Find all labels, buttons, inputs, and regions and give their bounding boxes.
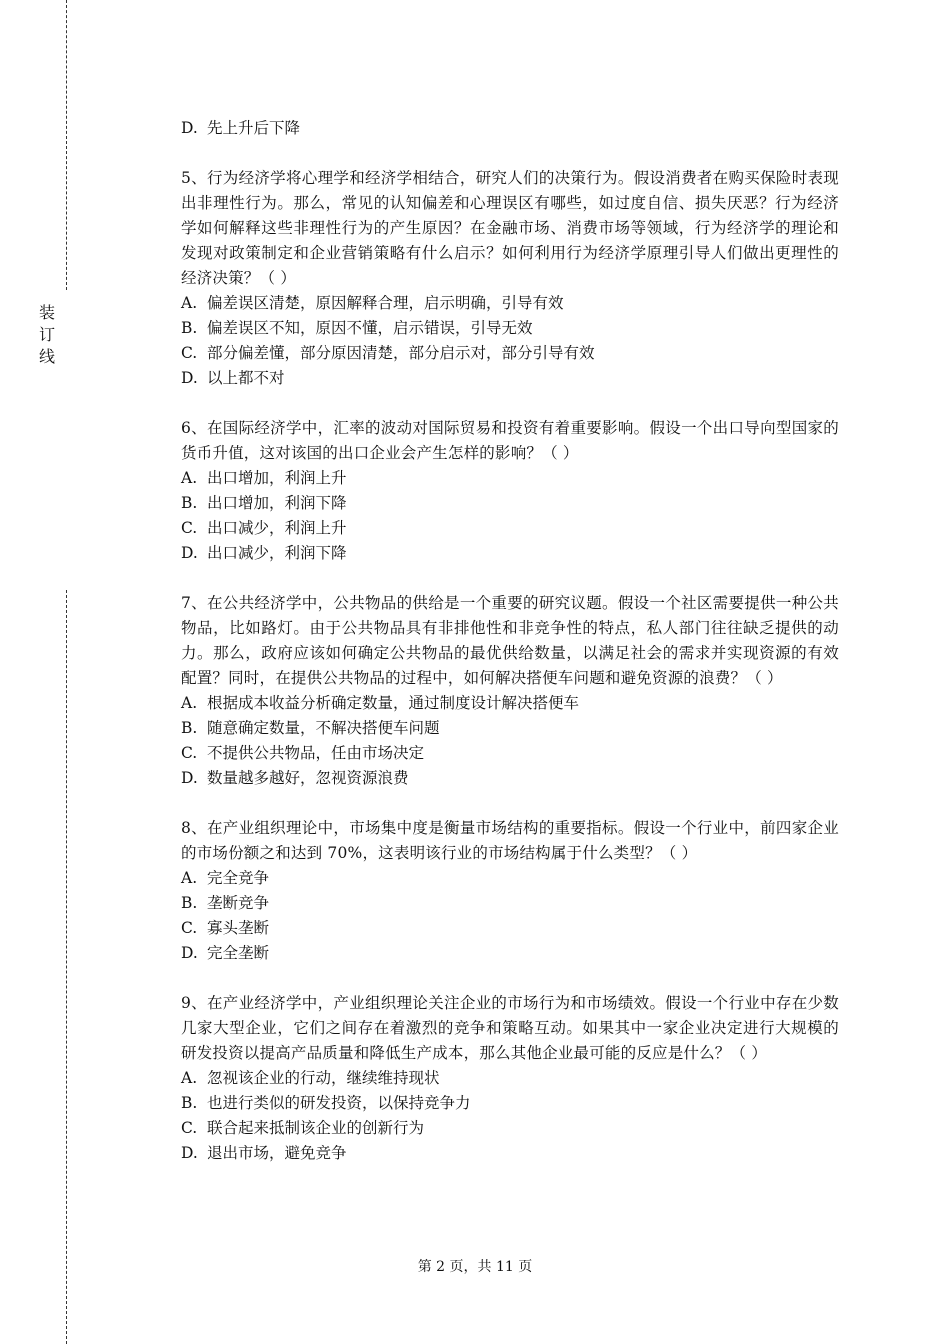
option-c — [181, 916, 839, 941]
question-stem: 6、在国际经济学中，汇率的波动对国际贸易和投资有着重要影响。假设一个出口导向型国家的货币升值，这对该国的出口企业会产生怎样的影响？（ ） — [181, 419, 839, 462]
option-d — [181, 766, 839, 791]
option-c — [181, 341, 839, 366]
option-label: D. — [181, 1144, 198, 1162]
option-c — [181, 1116, 839, 1141]
page-number: 第 2 页，共 11 页 — [417, 1259, 533, 1275]
option-label: A. — [181, 469, 198, 487]
option-text: 出口增加，利润下降 — [207, 494, 347, 512]
option-label: B. — [181, 319, 198, 337]
option-text: 不提供公共物品，任由市场决定 — [207, 744, 425, 762]
question-stem: 9、在产业经济学中，产业组织理论关注企业的市场行为和市场绩效。假设一个行业中存在少数几家大型企业，它们之间存在着激烈的竞争和策略互动。如果其中一家企业决定进行大规模的研发投资以提高产品质量和降低生产成本，那么其他企业最可能的反应是什么？（ ） — [181, 994, 839, 1062]
option-label: A. — [181, 694, 198, 712]
binding-label — [37, 302, 57, 368]
option-label: A. — [181, 294, 198, 312]
option-label: D. — [181, 369, 198, 387]
option-a — [181, 291, 839, 316]
option-text: 垄断竞争 — [207, 894, 270, 912]
option-b — [181, 1091, 839, 1116]
question-5 — [181, 166, 839, 391]
option-d — [181, 941, 839, 966]
option-d — [181, 1141, 839, 1166]
option-label: C. — [181, 919, 198, 937]
option-b — [181, 491, 839, 516]
question-stem: 5、行为经济学将心理学和经济学相结合，研究人们的决策行为。假设消费者在购买保险时表现出非理性行为。那么，常见的认知偏差和心理误区有哪些，如过度自信、损失厌恶？行为经济学如何解释这些非理性行为的产生原因？在金融市场、消费市场等领域，行为经济学的理论和发现对政策制定和企业营销策略有什么启示？如何利用行为经济学原理引导人们做出更理性的经济决策？（ ） — [181, 169, 839, 287]
option-label: D. — [181, 769, 198, 787]
option-text: 先上升后下降 — [207, 119, 301, 137]
option-text: 部分偏差懂，部分原因清楚，部分启示对，部分引导有效 — [207, 344, 595, 362]
option-text: 出口减少，利润上升 — [207, 519, 347, 537]
binding-char: 订 — [38, 325, 55, 344]
option-text: 出口减少，利润下降 — [207, 544, 347, 562]
option-label: B. — [181, 494, 198, 512]
question-stem: 8、在产业组织理论中，市场集中度是衡量市场结构的重要指标。假设一个行业中，前四家企业的市场份额之和达到 70%，这表明该行业的市场结构属于什么类型？（ ） — [181, 819, 839, 862]
option-text: 完全竞争 — [207, 869, 270, 887]
option-label: C. — [181, 744, 198, 762]
option-b — [181, 716, 839, 741]
option-a — [181, 466, 839, 491]
option-text: 数量越多越好，忽视资源浪费 — [207, 769, 409, 787]
option-b — [181, 891, 839, 916]
option-label: C. — [181, 519, 198, 537]
binding-char: 装 — [38, 303, 55, 322]
option-label: C. — [181, 1119, 198, 1137]
carryover-option — [181, 116, 839, 141]
option-text: 偏差误区不知，原因不懂，启示错误，引导无效 — [207, 319, 533, 337]
binding-line-bottom — [66, 590, 67, 1344]
option-label: D. — [181, 119, 198, 137]
option-a — [181, 1066, 839, 1091]
option-text: 忽视该企业的行动，继续维持现状 — [207, 1069, 440, 1087]
question-7 — [181, 591, 839, 791]
option-c — [181, 516, 839, 541]
option-c — [181, 741, 839, 766]
option-d — [181, 116, 839, 141]
option-d — [181, 366, 839, 391]
option-label: D. — [181, 544, 198, 562]
option-label: C. — [181, 344, 198, 362]
option-d — [181, 541, 839, 566]
option-a — [181, 691, 839, 716]
option-text: 也进行类似的研发投资，以保持竞争力 — [207, 1094, 471, 1112]
option-label: B. — [181, 719, 198, 737]
option-text: 退出市场，避免竞争 — [207, 1144, 347, 1162]
exam-content — [181, 116, 839, 1191]
option-a — [181, 866, 839, 891]
option-text: 根据成本收益分析确定数量，通过制度设计解决搭便车 — [207, 694, 580, 712]
option-text: 寡头垄断 — [207, 919, 270, 937]
option-text: 随意确定数量，不解决搭便车问题 — [207, 719, 440, 737]
option-label: A. — [181, 1069, 198, 1087]
option-label: D. — [181, 944, 198, 962]
option-label: A. — [181, 869, 198, 887]
option-text: 完全垄断 — [207, 944, 270, 962]
question-9 — [181, 991, 839, 1166]
binding-line-top — [66, 0, 67, 290]
question-8 — [181, 816, 839, 966]
option-b — [181, 316, 839, 341]
option-label: B. — [181, 894, 198, 912]
binding-char: 线 — [38, 347, 55, 366]
option-text: 偏差误区清楚，原因解释合理，启示明确，引导有效 — [207, 294, 564, 312]
option-label: B. — [181, 1094, 198, 1112]
option-text: 出口增加，利润上升 — [207, 469, 347, 487]
option-text: 联合起来抵制该企业的创新行为 — [207, 1119, 425, 1137]
option-text: 以上都不对 — [207, 369, 285, 387]
question-6 — [181, 416, 839, 566]
question-stem: 7、在公共经济学中，公共物品的供给是一个重要的研究议题。假设一个社区需要提供一种公共物品，比如路灯。由于公共物品具有非排他性和非竞争性的特点，私人部门往往缺乏提供的动力。那么，政府应该如何确定公共物品的最优供给数量，以满足社会的需求并实现资源的有效配置？同时，在提供公共物品的过程中，如何解决搭便车问题和避免资源的浪费？（ ） — [181, 594, 839, 687]
